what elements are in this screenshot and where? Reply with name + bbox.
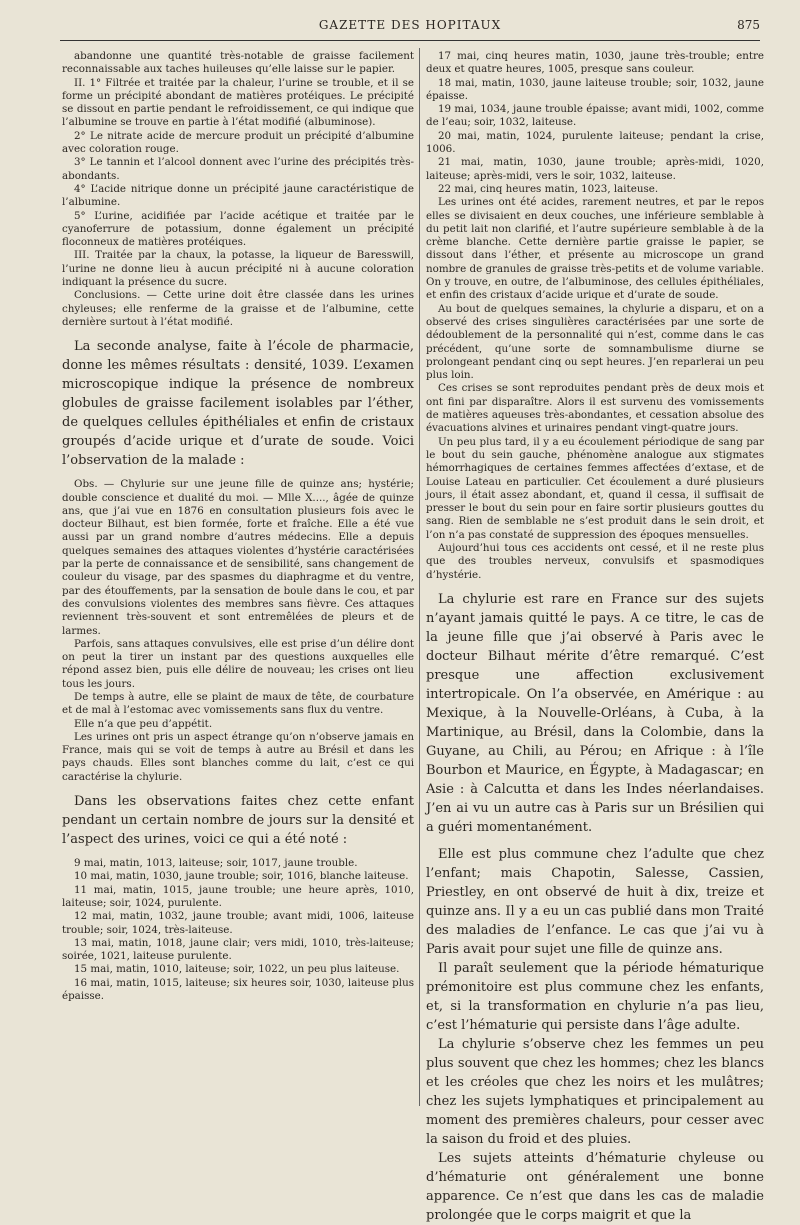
urine-log-entry: 11 mai, matin, 1015, jaune trouble; une heure après, 1010, laiteuse; soir, 1024, purulente. <box>62 883 414 909</box>
paragraph: abandonne une quantité très-notable de graisse facilement reconnaissable aux taches huileuses qu’elle laisse sur le papier. <box>62 50 414 76</box>
paragraph: Les urines ont été acides, rarement neutres, et par le repos elles se divisaient en deux couches, une inférieure semblable à du petit lait non clarifié, et l’autre supérieure semblable à de la crème blanche. Cette dernière partie graisse le papier, se dissout dans l’éther, et présente au microscope un grand nombre de granules de graisse très-petits et de volume variable. On y trouve, en outre, de l’albuminose, des cellules épithéliales, et enfin des cristaux d’acide urique et d’urate de soude. <box>426 196 764 302</box>
urine-log-entry: 13 mai, matin, 1018, jaune clair; vers midi, 1010, très-laiteuse; soirée, 1021, laiteuse purulente. <box>62 936 414 963</box>
paragraph: Elle n’a que peu d’appétit. <box>74 717 213 730</box>
urine-log-entry: 16 mai, matin, 1015, laiteuse; six heures soir, 1030, laiteuse plus épaisse. <box>62 976 414 1003</box>
paragraph: Aujourd’hui tous ces accidents ont cessé, et il ne reste plus que des troubles nerveux, convulsifs et spasmodiques d’hystérie. <box>426 541 764 581</box>
page-number: 875 <box>737 18 760 32</box>
urine-log-entry: 10 mai, matin, 1030, jaune trouble; soir, 1016, blanche laiteuse. <box>74 870 409 883</box>
paragraph: 2° Le nitrate acide de mercure produit un précipité d’albumine avec coloration rouge. <box>62 129 414 156</box>
column-divider <box>419 48 420 1106</box>
large-paragraph: Il paraît seulement que la période hématurique prémonitoire est plus commune chez les enfants, et, si la transformation en chylurie n’a pas lieu, c’est l’hématurie qui persiste dans l’âge adulte. <box>426 960 764 1033</box>
large-paragraph: Elle est plus commune chez l’adulte que chez l’enfant; mais Chapotin, Salesse, Cassien, Priestley, en ont observé de huit à dix, treize et quinze ans. Il y a eu un cas publié dans mon Traité des maladies de l’enfance. Le cas que j’ai vu à Paris avait pour sujet une fille de quinze ans. <box>426 846 764 957</box>
urine-log-entry: 22 mai, cinq heures matin, 1023, laiteuse. <box>438 182 659 195</box>
paragraph: Les urines ont pris un aspect étrange qu’on n’observe jamais en France, mais qui se voit de temps à autre au Brésil et dans les pays chauds. Elles sont blanches comme du lait, c’est ce qui caractérise la chylurie. <box>62 730 414 783</box>
paragraph: De temps à autre, elle se plaint de maux de tête, de courbature et de mal à l’estomac avec vomissements sans flux du ventre. <box>62 690 414 717</box>
paragraph: III. Traitée par la chaux, la potasse, la liqueur de Baresswill, l’urine ne donne lieu à aucun précipité ni à aucune coloration indiquant la présence du sucre. <box>62 249 414 289</box>
right-column <box>426 50 764 1225</box>
observation-paragraph: Obs. — Chylurie sur une jeune fille de quinze ans; hystérie; double conscience et dualité du moi. — Mlle X...., âgée de quinze ans, que j’ai vue en 1876 en consultation plusieurs fois avec le docteur Bilhaut, est bien formée, forte et fraîche. Elle a été vue aussi par un grand nombre d’autres médecins. Elle a depuis quelques semaines des attaques violentes d’hystérie caractérisées par la perte de connaissance et de sensibilité, sans changement de couleur du visage, par des spasmes du diaphragme et du ventre, par des étouffements, par la sensation de boule dans le cou, et par des convulsions violentes des membres sans fièvre. Ces attaques reviennent très-souvent et sont entremêlées de pleurs et de larmes. <box>62 478 414 637</box>
page-header <box>60 18 760 38</box>
paragraph: 3° Le tannin et l’alcool donnent avec l’urine des précipités très-abondants. <box>62 156 414 182</box>
journal-title: GAZETTE DES HOPITAUX <box>318 18 502 32</box>
urine-log-entry: 9 mai, matin, 1013, laiteuse; soir, 1017, jaune trouble. <box>74 857 358 870</box>
large-paragraph: Dans les observations faites chez cette enfant pendant un certain nombre de jours sur la densité et l’aspect des urines, voici ce qui a été noté : <box>62 794 414 848</box>
urine-log-entry: 15 mai, matin, 1010, laiteuse; soir, 1022, un peu plus laiteuse. <box>74 963 400 976</box>
left-column <box>62 50 414 1003</box>
paragraph: 5° L’urine, acidifiée par l’acide acétique et traitée par le cyanoferrure de potassium, donne également un précipité floconneux de matières protéiques. <box>62 209 414 249</box>
urine-log-entry: 17 mai, cinq heures matin, 1030, jaune très-trouble; entre deux et quatre heures, 1005, presque sans couleur. <box>426 50 764 76</box>
header-rule <box>60 40 760 41</box>
paragraph: Un peu plus tard, il y a eu écoulement périodique de sang par le bout du sein gauche, phénomène analogue aux stigmates hémorrhagiques de certaines femmes affectées d’extase, et de Louise Lateau en particulier. Cet écoulement a duré plusieurs jours, il était assez abondant, et, quand il cessa, il suffisait de presser le bout du sein pour en faire sortir plusieurs gouttes du sang. Rien de semblable ne s’est produit dans le sein droit, et l’on n’a pas constaté de suppression des époques mensuelles. <box>426 435 764 541</box>
conclusions-paragraph: Conclusions. — Cette urine doit être classée dans les urines chyleuses; elle renferme de la graisse et de l’albumine, cette dernière surtout à l’état modifié. <box>62 289 414 328</box>
large-paragraph: La chylurie est rare en France sur des sujets n’ayant jamais quitté le pays. A ce titre, le cas de la jeune fille que j’ai observé à Paris avec le docteur Bilhaut mérite d’être remarqué. C’est presque une affection exclusivement intertropicale. On l’a observée, en Amérique : au Mexique, à la Nouvelle-Orléans, à Cuba, à la Martinique, au Brésil, dans la Colombie, dans la Guyane, au Chili, au Pérou; en Afrique : à l’île Bourbon et Maurice, en Égypte, à Madagascar; en Asie : à Calcutta et dans les Indes néerlandaises. J’en ai vu un autre cas à Paris sur un Brésilien qui a guéri momentanément. <box>426 591 764 835</box>
urine-log-entry: 18 mai, matin, 1030, jaune laiteuse trouble; soir, 1032, jaune épaisse. <box>426 76 764 102</box>
large-paragraph: Les sujets atteints d’hématurie chyleuse ou d’hématurie ont généralement une bonne apparence. Ce n’est que dans les cas de maladie prolongée que le corps maigrit et que la <box>426 1150 764 1223</box>
paragraph: 4° L’acide nitrique donne un précipité jaune caractéristique de l’albumine. <box>62 182 414 209</box>
urine-log-entry: 21 mai, matin, 1030, jaune trouble; après-midi, 1020, laiteuse; après-midi, vers le soir, 1032, laiteuse. <box>426 156 764 182</box>
paragraph: Ces crises se sont reproduites pendant près de deux mois et ont fini par disparaître. Alors il est survenu des vomissements de matières aqueuses très-abondantes, et cessation absolue des évacuations alvines et urinaires pendant vingt-quatre jours. <box>426 382 764 435</box>
urine-log-entry: 20 mai, matin, 1024, purulente laiteuse; pendant la crise, 1006. <box>426 129 764 156</box>
urine-log-entry: 19 mai, 1034, jaune trouble épaisse; avant midi, 1002, comme de l’eau; soir, 1032, laiteuse. <box>426 103 764 129</box>
paragraph: II. 1° Filtrée et traitée par la chaleur, l’urine se trouble, et il se forme un précipité abondant de matières protéiques. Le précipité se dissout en partie pendant le refroidissement, ce qui indique que l’albumine se trouve en partie à l’état modifié (albuminose). <box>62 76 414 129</box>
paragraph: Au bout de quelques semaines, la chylurie a disparu, et on a observé des crises singulières caractérisées par une sorte de dédoublement de la personnalité qui n’est, comme dans le cas précédent, qu’une sorte de somnambulisme diurne se prolongeant pendant cinq ou sept heures. J’en reparlerai un peu plus loin. <box>426 302 764 382</box>
large-paragraph: La chylurie s’observe chez les femmes un peu plus souvent que chez les hommes; chez les blancs et les créoles que chez les noirs et les mulâtres; chez les sujets lymphatiques et principalement au moment des premières chaleurs, pour cesser avec la saison du froid et des pluies. <box>426 1036 764 1147</box>
urine-log-entry: 12 mai, matin, 1032, jaune trouble; avant midi, 1006, laiteuse trouble; soir, 1024, très-laiteuse. <box>62 910 414 936</box>
large-paragraph: La seconde analyse, faite à l’école de pharmacie, donne les mêmes résultats : densité, 1039. L’examen microscopique indique la présence de nombreux globules de graisse facilement isolables par l’éther, de quelques cellules épithéliales et enfin de cristaux groupés d’acide urique et d’urate de soude. Voici l’observation de la malade : <box>62 339 414 469</box>
paragraph: Parfois, sans attaques convulsives, elle est prise d’un délire dont on peut la tirer un instant par des questions auxquelles elle répond assez bien, puis elle délire de nouveau; les crises ont lieu tous les jours. <box>62 637 414 690</box>
